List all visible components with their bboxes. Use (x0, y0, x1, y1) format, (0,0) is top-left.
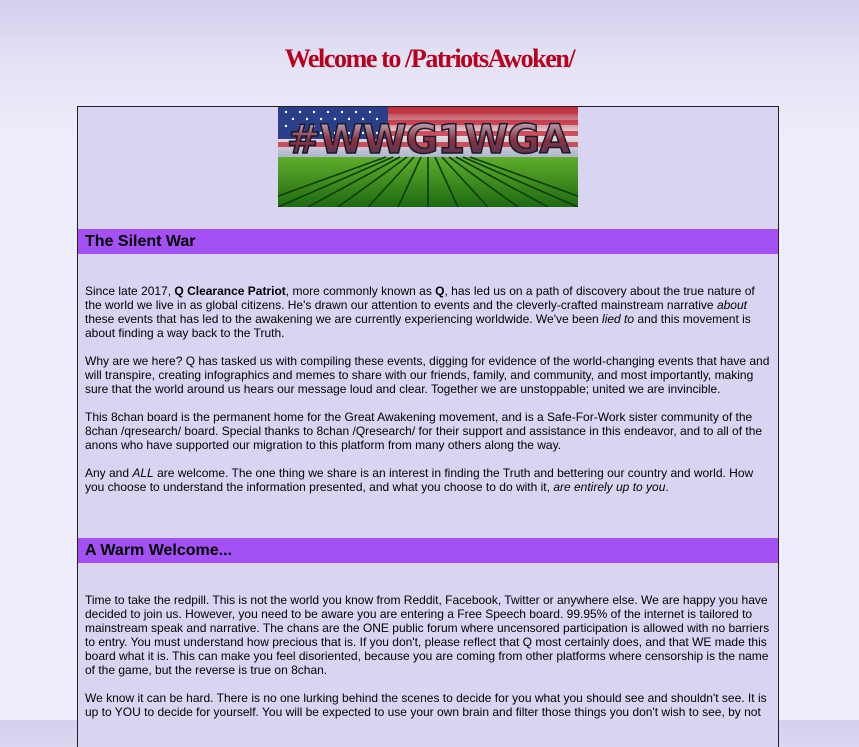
section-heading-silent-war: The Silent War (78, 229, 778, 254)
text-run: , more commonly known as (285, 284, 436, 298)
text-run: Why are we here? Q has tasked us with compiling these events, digging for evidence of the world-changing events that have and will transpire, creating infographics and memes to share with our friends, family, and community, and most importantly, making sure that the world around us hears our message loud and clear. Together we are unstoppable; united we are invincible. (85, 354, 770, 396)
text-run: Since late 2017, (85, 284, 175, 298)
italic-text: lied to (602, 312, 635, 326)
text-run: these events that has led to the awakening we are currently experiencing worldwide. We've been (85, 312, 603, 326)
paragraph (85, 466, 772, 494)
bold-text: Q Clearance Patriot (174, 284, 286, 298)
text-run: . (665, 480, 669, 494)
italic-text: ALL (132, 466, 154, 480)
banner-text: #WWG1WGA (286, 117, 570, 163)
italic-text: about (716, 298, 747, 312)
paragraph (85, 354, 772, 396)
italic-text: are entirely up to you (553, 480, 666, 494)
text-run: This 8chan board is the permanent home for the Great Awakening movement, and is a Safe-For-Work sister community of the 8chan /qresearch/ board. Special thanks to 8chan /Qresearch/ for their support and assistance in this endeavor, and to all of the anons who have supported our migration to this platform from many others along the way. (85, 410, 763, 452)
text-run: Time to take the redpill. This is not the world you know from Reddit, Facebook, Twitter or anywhere else. We are happy you have decided to join us. However, you need to be aware you are entering a Free Speech board. 99.95% of the internet is tailored to mainstream speak and narrative. The chans are the ONE public forum where uncensored participation is allowed with no barriers to entry. You must understand how precious that is. If you don't, please reflect that Q most certainly does, and that WE made this board what it is. This can make you feel disoriented, because you are coming from other platforms where censorship is the name of the game, but the reverse is true on 8chan. (85, 593, 770, 677)
paragraph (85, 593, 772, 677)
bold-text: Q (435, 284, 445, 298)
section-body-warm-welcome (85, 593, 772, 733)
text-run: We know it can be hard. There is no one lurking behind the scenes to decide for you what you should see and shouldn't see. It is up to YOU to decide for yourself. You will be expected to use your own brain and filter those things you don't wish to see, by not (85, 691, 767, 719)
section-heading-warm-welcome: A Warm Welcome... (78, 538, 778, 563)
text-run: , has led us on a path of discovery about the true nature of the world we live in as global citizens. He's drawn our attention to events and the cleverly-crafted mainstream narrative (85, 284, 755, 312)
paragraph (85, 691, 772, 719)
board-content (77, 106, 779, 747)
paragraph (85, 284, 772, 340)
text-run: are welcome. The one thing we share is an interest in finding the Truth and bettering our country and world. How you choose to understand the information presented, and what you choose to do with it, (85, 466, 754, 494)
text-run: and this movement is about finding a way back to the Truth. (85, 312, 751, 340)
section-body-silent-war (85, 284, 772, 508)
banner-image[interactable] (278, 107, 578, 207)
page-title: Welcome to /PatriotsAwoken/ (284, 44, 575, 73)
text-run: Any and (85, 466, 133, 480)
paragraph (85, 410, 772, 452)
